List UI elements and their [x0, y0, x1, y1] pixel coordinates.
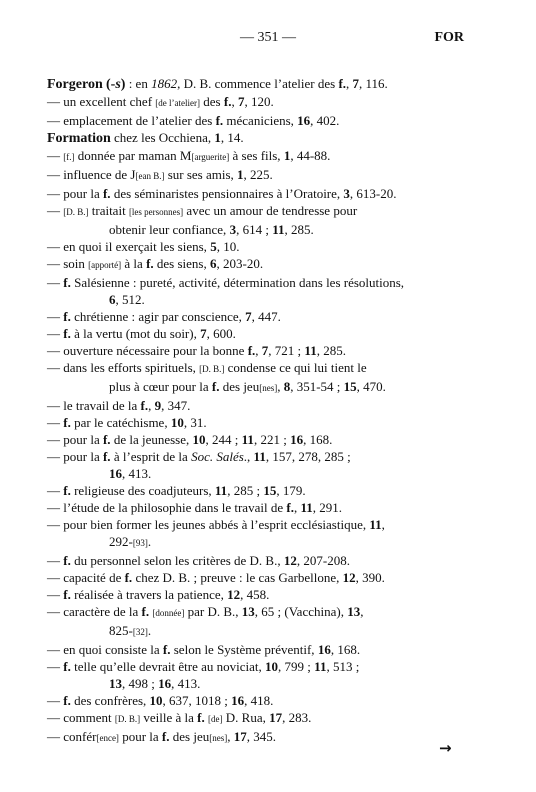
index-line: — f. par le catéchisme, 10, 31. [47, 415, 207, 430]
index-line: — influence de J[ean B.] sur ses amis, 1, 225. [47, 167, 273, 182]
running-head: FOR [434, 30, 464, 45]
index-line: 13, 498 ; 16, 413. [109, 676, 201, 691]
index-line: — f. chrétienne : agir par conscience, 7, 447. [47, 309, 281, 324]
continuation-arrow-icon: → [439, 739, 452, 757]
index-line: — dans les efforts spirituels, [D. B.] condense ce qui lui tient le [47, 360, 367, 375]
index-line: — f. religieuse des coadjuteurs, 11, 285 ; 15, 179. [47, 483, 306, 498]
index-line: Formation chez les Occhiena, 1, 14. [47, 130, 244, 146]
index-line: — [f.] donnée par maman M[arguerite] à ses fils, 1, 44-88. [47, 148, 331, 163]
index-line: — soin [apporté] à la f. des siens, 6, 203-20. [47, 256, 264, 271]
index-line: — en quoi consiste la f. selon le Système préventif, 16, 168. [47, 642, 361, 657]
index-line: — ouverture nécessaire pour la bonne f., 7, 721 ; 11, 285. [47, 343, 346, 358]
index-line: plus à cœur pour la f. des jeu[nes], 8, 351-54 ; 15, 470. [109, 379, 386, 394]
index-line: Forgeron (-s) : en 1862, D. B. commence l’atelier des f., 7, 116. [47, 76, 388, 92]
index-line: — pour la f. à l’esprit de la Soc. Salés., 11, 157, 278, 285 ; [47, 449, 351, 464]
page-header [0, 30, 536, 50]
index-line: — un excellent chef [de l’atelier] des f., 7, 120. [47, 94, 274, 109]
index-line: obtenir leur confiance, 3, 614 ; 11, 285. [109, 222, 314, 237]
index-line: 825-[32]. [109, 623, 152, 638]
index-line: — caractère de la f. [donnée] par D. B., 13, 65 ; (Vacchina), 13, [47, 604, 364, 619]
index-line: — f. à la vertu (mot du soir), 7, 600. [47, 326, 236, 341]
index-line: 16, 413. [109, 466, 152, 481]
index-line: — confér[ence] pour la f. des jeu[nes], 17, 345. [47, 729, 276, 744]
index-line: — [D. B.] traitait [les personnes] avec un amour de tendresse pour [47, 203, 358, 218]
index-line: 6, 512. [109, 292, 145, 307]
index-line: — l’étude de la philosophie dans le travail de f., 11, 291. [47, 500, 342, 515]
index-line: — f. du personnel selon les critères de D. B., 12, 207-208. [47, 553, 350, 568]
index-line: — emplacement de l’atelier des f. mécaniciens, 16, 402. [47, 113, 340, 128]
index-line: — f. réalisée à travers la patience, 12, 458. [47, 587, 270, 602]
index-line: — f. des confrères, 10, 637, 1018 ; 16, 418. [47, 693, 274, 708]
index-line: — pour bien former les jeunes abbés à l’esprit ecclésiastique, 11, [47, 517, 385, 532]
index-line: 292-[93]. [109, 534, 152, 549]
index-line: — comment [D. B.] veille à la f. [de] D. Rua, 17, 283. [47, 710, 312, 725]
index-line: — f. Salésienne : pureté, activité, détermination dans les résolutions, [47, 275, 405, 290]
index-line: — f. telle qu’elle devrait être au noviciat, 10, 799 ; 11, 513 ; [47, 659, 360, 674]
index-line: — pour la f. des séminaristes pensionnaires à l’Oratoire, 3, 613-20. [47, 186, 397, 201]
page-number: — 351 — [240, 30, 296, 45]
index-line: — capacité de f. chez D. B. ; preuve : le cas Garbellone, 12, 390. [47, 570, 385, 585]
index-line: — en quoi il exerçait les siens, 5, 10. [47, 239, 240, 254]
index-line: — le travail de la f., 9, 347. [47, 398, 191, 413]
index-line: — pour la f. de la jeunesse, 10, 244 ; 11, 221 ; 16, 168. [47, 432, 333, 447]
index-entries [47, 75, 467, 747]
